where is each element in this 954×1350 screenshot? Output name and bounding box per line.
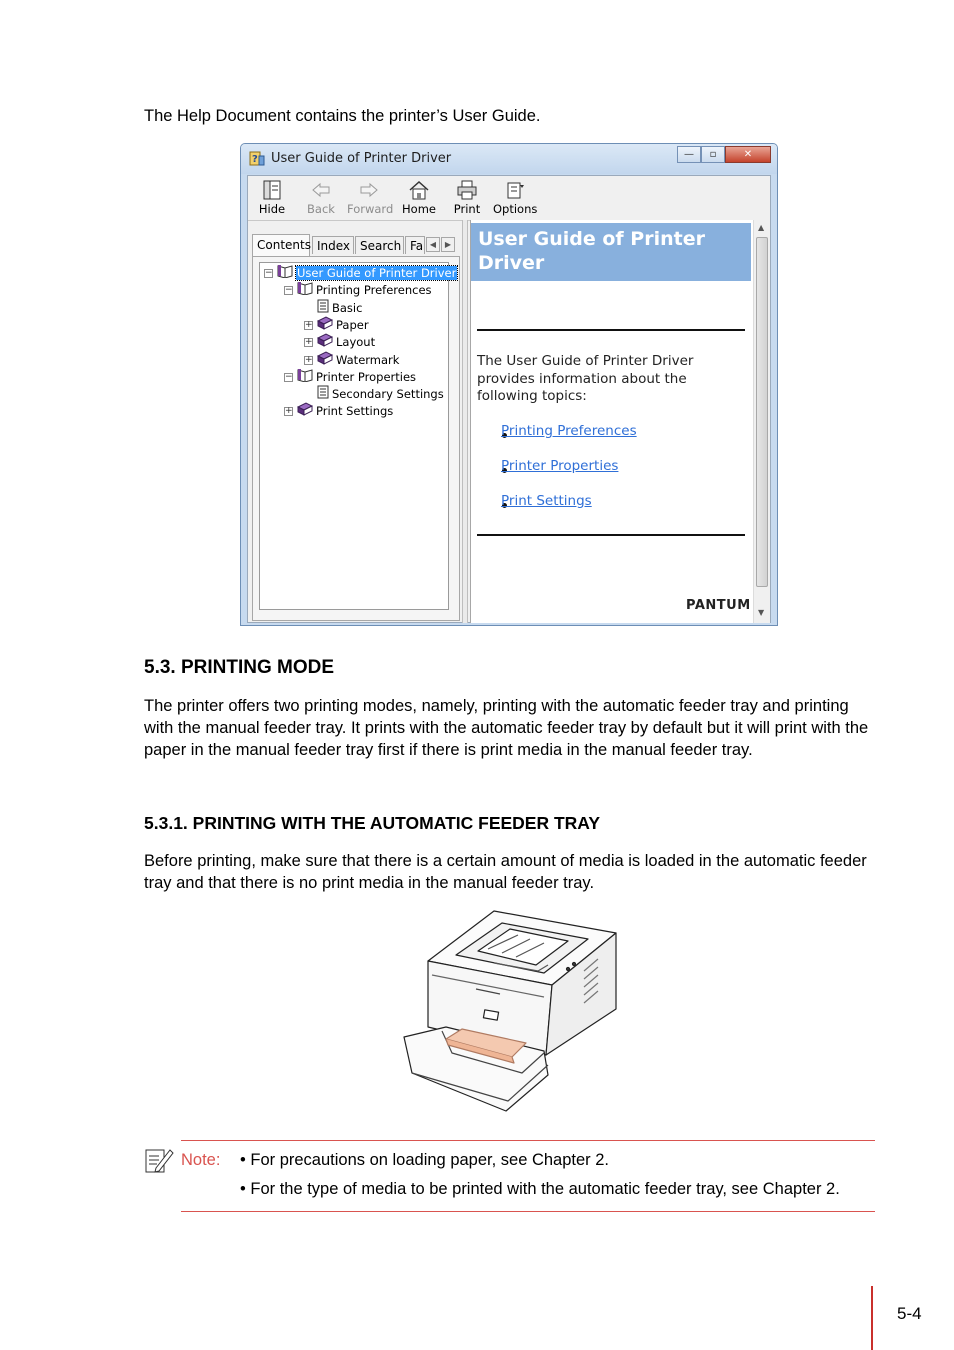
tab-contents[interactable]: Contents bbox=[252, 234, 310, 256]
divider bbox=[477, 534, 745, 536]
printer-icon bbox=[455, 179, 479, 201]
note-pencil-icon bbox=[144, 1146, 174, 1174]
tree-node-label: Secondary Settings bbox=[332, 387, 444, 402]
section-heading: 5.3. PRINTING MODE bbox=[144, 657, 335, 678]
note-item: • For the type of media to be printed with the automatic feeder tray, see Chapter 2. bbox=[240, 1180, 840, 1198]
section-body: The printer offers two printing modes, namely, printing with the automatic feeder tray and printing with the manual feeder tray. It prints with the automatic feeder tray by default but it will print with the paper in the manual feeder tray first if there is print media in the manual feeder tray. bbox=[144, 697, 869, 759]
minimize-button[interactable]: — bbox=[677, 146, 701, 163]
print-button[interactable] bbox=[453, 179, 481, 216]
tree-node-label: Printer Properties bbox=[316, 369, 417, 384]
tree-node-label: Layout bbox=[336, 335, 376, 350]
tab-scroll-right-icon[interactable]: ▶ bbox=[441, 237, 455, 252]
expand-icon[interactable]: + bbox=[305, 354, 313, 365]
brand-footer: PANTUM bbox=[686, 598, 751, 613]
tree-node[interactable] bbox=[304, 385, 444, 402]
scroll-down-icon[interactable]: ▼ bbox=[758, 608, 765, 617]
contents-pane bbox=[252, 256, 460, 621]
options-button[interactable] bbox=[493, 179, 537, 216]
closed-book-icon bbox=[317, 333, 333, 352]
forward-arrow-icon bbox=[357, 179, 381, 201]
options-icon bbox=[503, 179, 527, 201]
forward-label: Forward bbox=[347, 202, 394, 216]
page-icon bbox=[317, 299, 329, 318]
note-label: Note: bbox=[181, 1151, 221, 1169]
scrollbar-thumb[interactable] bbox=[756, 237, 768, 587]
home-label: Home bbox=[402, 202, 436, 216]
collapse-icon[interactable]: − bbox=[285, 371, 293, 382]
subsection-heading: 5.3.1. PRINTING WITH THE AUTOMATIC FEEDER TRAY bbox=[144, 813, 601, 833]
tab-index[interactable]: Index bbox=[312, 236, 354, 254]
note-top-rule bbox=[181, 1140, 875, 1141]
help-book-icon bbox=[249, 150, 265, 166]
link-printing-preferences[interactable]: Printing Preferences bbox=[501, 423, 637, 439]
tree-node[interactable] bbox=[304, 316, 369, 333]
window-titlebar bbox=[241, 144, 777, 174]
topic-intro: The User Guide of Printer Driver provides information about the following topics: bbox=[477, 353, 694, 404]
note-item: • For precautions on loading paper, see Chapter 2. bbox=[240, 1151, 610, 1169]
page-icon bbox=[317, 385, 329, 404]
closed-book-icon bbox=[317, 316, 333, 335]
back-label: Back bbox=[307, 202, 335, 216]
maximize-button[interactable]: ▫ bbox=[701, 146, 725, 163]
collapse-icon[interactable]: − bbox=[285, 285, 293, 296]
expand-icon[interactable]: + bbox=[305, 337, 313, 348]
scroll-up-icon[interactable]: ▲ bbox=[758, 223, 765, 232]
tree-node-label: Watermark bbox=[336, 352, 400, 367]
close-button[interactable]: ✕ bbox=[725, 146, 771, 163]
back-arrow-icon bbox=[309, 179, 333, 201]
open-book-icon bbox=[297, 281, 313, 300]
tree-node[interactable] bbox=[304, 333, 375, 350]
closed-book-icon bbox=[317, 351, 333, 370]
tree-node[interactable] bbox=[284, 402, 393, 419]
expand-icon[interactable]: + bbox=[285, 406, 293, 417]
topic-scrollbar[interactable] bbox=[753, 220, 770, 623]
tree-node-label: User Guide of Printer Driver bbox=[297, 266, 457, 280]
home-button[interactable] bbox=[402, 179, 436, 216]
expand-icon[interactable]: + bbox=[305, 319, 313, 330]
help-toolbar bbox=[248, 176, 770, 221]
topic-banner bbox=[471, 223, 751, 281]
link-print-settings[interactable]: Print Settings bbox=[501, 493, 592, 509]
note-bottom-rule bbox=[181, 1211, 875, 1212]
divider bbox=[477, 329, 745, 331]
tree-node-label: Basic bbox=[332, 300, 363, 315]
topic-pane bbox=[470, 220, 770, 623]
help-client-area bbox=[247, 175, 771, 623]
closed-book-icon bbox=[297, 402, 313, 421]
open-book-icon bbox=[297, 368, 313, 387]
tree-node[interactable] bbox=[284, 281, 432, 298]
forward-button[interactable] bbox=[347, 179, 394, 216]
page-number-bar bbox=[871, 1286, 873, 1350]
open-book-icon bbox=[277, 264, 293, 283]
hide-button[interactable] bbox=[256, 179, 288, 216]
options-label: Options bbox=[493, 202, 538, 216]
window-title: User Guide of Printer Driver bbox=[271, 151, 452, 166]
back-button[interactable] bbox=[305, 179, 337, 216]
tree-node-label: Printing Preferences bbox=[316, 283, 432, 298]
page-number: 5-4 bbox=[897, 1304, 922, 1323]
print-label: Print bbox=[453, 202, 481, 216]
pane-splitter[interactable] bbox=[462, 220, 468, 623]
home-icon bbox=[407, 179, 431, 201]
tree-node-label: Paper bbox=[336, 317, 369, 332]
printer-illustration bbox=[398, 905, 622, 1117]
contents-tree bbox=[259, 262, 457, 610]
tab-search[interactable]: Search bbox=[355, 236, 404, 254]
collapse-icon[interactable]: − bbox=[265, 268, 273, 278]
help-window bbox=[240, 143, 778, 626]
hide-label: Hide bbox=[258, 202, 286, 216]
topic-title: User Guide of Printer Driver bbox=[478, 228, 705, 274]
link-printer-properties[interactable]: Printer Properties bbox=[501, 458, 619, 474]
tree-node[interactable] bbox=[284, 368, 416, 385]
hide-icon bbox=[260, 179, 284, 201]
tree-node[interactable] bbox=[304, 351, 399, 368]
intro-line: The Help Document contains the printer’s User Guide. bbox=[144, 107, 541, 125]
tab-scroll-left-icon[interactable]: ◀ bbox=[426, 237, 440, 252]
tree-node[interactable] bbox=[304, 299, 362, 316]
tab-favorites[interactable]: Fa bbox=[405, 236, 425, 254]
svg-text:?: ? bbox=[252, 154, 258, 165]
tree-node[interactable] bbox=[264, 264, 457, 281]
subsection-body: Before printing, make sure that there is a certain amount of media is loaded in the automatic feeder tray and that there is no print media in the manual feeder tray. bbox=[144, 852, 867, 892]
tree-node-label: Print Settings bbox=[316, 404, 394, 419]
